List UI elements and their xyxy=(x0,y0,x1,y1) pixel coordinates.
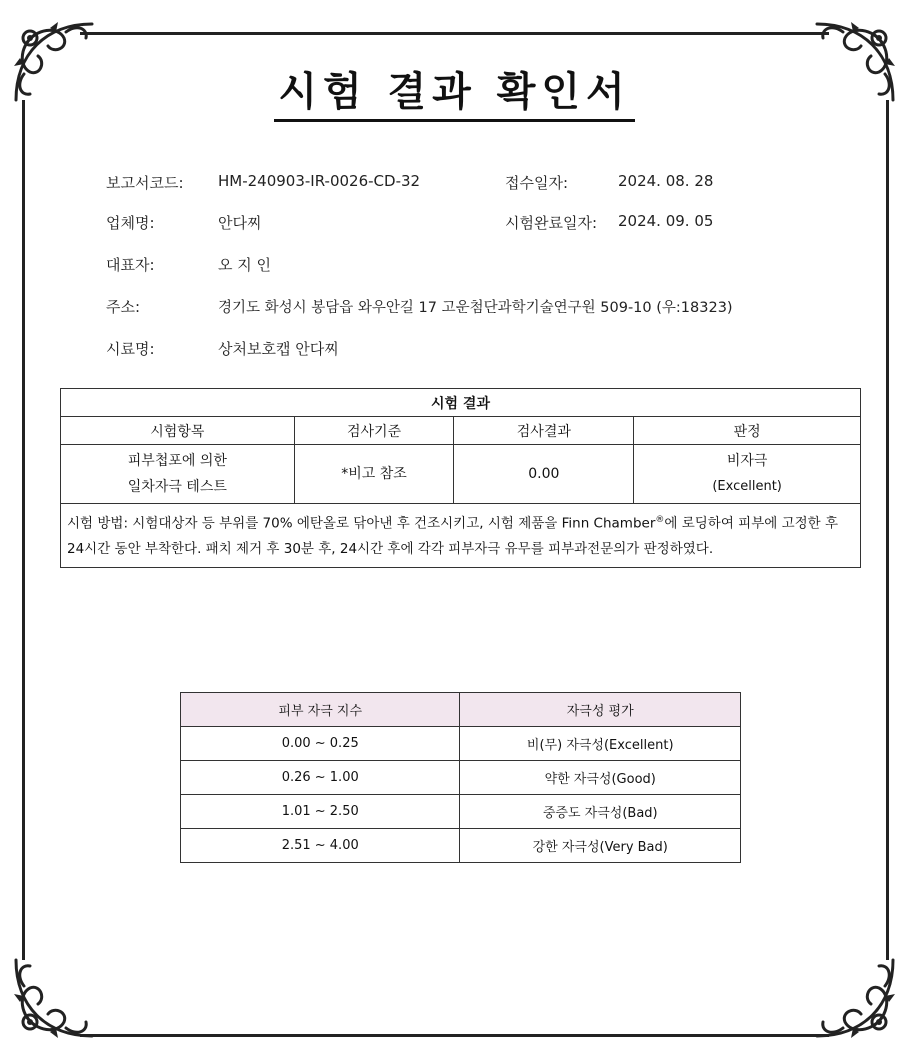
report-code-label: 보고서코드: xyxy=(106,174,184,192)
column-header: 검사결과 xyxy=(454,417,634,445)
column-header: 검사기준 xyxy=(294,417,454,445)
table-row xyxy=(181,693,741,727)
table-row xyxy=(61,389,861,417)
test-results-table xyxy=(60,388,861,568)
verdict-text: 비자극 xyxy=(726,453,768,469)
company-label: 업체명: xyxy=(106,214,155,232)
table-row xyxy=(181,829,741,863)
address-label: 주소: xyxy=(106,298,141,316)
scale-evaluation: 약한 자극성(Good) xyxy=(460,761,741,795)
verdict-cell xyxy=(634,445,861,504)
report-code-value: HM-240903-IR-0026-CD-32 xyxy=(218,172,421,190)
table-row xyxy=(181,727,741,761)
address-value: 경기도 화성시 봉담읍 와우안길 17 고운첨단과학기술연구원 509-10 (우:18323) xyxy=(218,300,733,316)
completed-date-label: 시험완료일자: xyxy=(505,214,597,232)
column-header: 판정 xyxy=(634,417,861,445)
table-row xyxy=(181,795,741,829)
table-row xyxy=(61,417,861,445)
result-value-cell: 0.00 xyxy=(454,445,634,504)
column-header: 피부 자극 지수 xyxy=(181,693,460,727)
frame-bottom-line xyxy=(80,1034,829,1037)
scale-range: 2.51 ~ 4.00 xyxy=(181,829,460,863)
ornament-corner-icon xyxy=(807,950,903,1046)
column-header: 시험항목 xyxy=(61,417,295,445)
test-method-text: 시험 방법: 시험대상자 등 부위를 70% 에탄올로 닦아낸 후 건조시키고, 시험 제품을 Finn Chamber xyxy=(67,515,656,532)
table-row xyxy=(61,445,861,504)
verdict-english: (Excellent) xyxy=(712,479,782,494)
scale-evaluation: 중증도 자극성(Bad) xyxy=(460,795,741,829)
sample-value: 상처보호캡 안다찌 xyxy=(218,340,339,358)
scale-evaluation: 강한 자극성(Very Bad) xyxy=(460,829,741,863)
test-item-line: 일차자극 테스트 xyxy=(127,479,227,495)
scale-evaluation: 비(무) 자극성(Excellent) xyxy=(460,727,741,761)
received-date-value: 2024. 08. 28 xyxy=(618,172,714,190)
document-title xyxy=(0,60,909,117)
ornament-corner-icon xyxy=(6,950,102,1046)
representative-value: 오 지 인 xyxy=(218,256,272,274)
test-item-cell xyxy=(61,445,295,504)
frame-right-line xyxy=(886,100,889,960)
sample-label: 시료명: xyxy=(106,340,155,358)
document-title-text: 시험 결과 확인서 xyxy=(274,69,634,122)
results-caption: 시험 결과 xyxy=(61,389,861,417)
test-item-line: 피부첩포에 의한 xyxy=(127,453,227,469)
column-header: 자극성 평가 xyxy=(460,693,741,727)
scale-range: 1.01 ~ 2.50 xyxy=(181,795,460,829)
irritation-scale-table xyxy=(180,692,741,863)
test-method-text-cont: 에 로딩하여 피부에 고정한 후 24시간 동안 부착한다. 패치 제거 후 30분 후, 24시간 후에 각각 피부자극 유무를 피부과전문의가 판정하였다. xyxy=(67,515,839,557)
company-value: 안다찌 xyxy=(218,214,262,232)
received-date-label: 접수일자: xyxy=(505,174,569,192)
completed-date-value: 2024. 09. 05 xyxy=(618,212,714,230)
table-row xyxy=(181,761,741,795)
scale-range: 0.00 ~ 0.25 xyxy=(181,727,460,761)
frame-top-line xyxy=(80,32,829,35)
scale-range: 0.26 ~ 1.00 xyxy=(181,761,460,795)
representative-label: 대표자: xyxy=(106,256,155,274)
criteria-cell: *비고 참조 xyxy=(294,445,454,504)
test-method-cell xyxy=(61,504,861,568)
registered-mark: ® xyxy=(655,515,665,525)
table-row xyxy=(61,504,861,568)
frame-left-line xyxy=(22,100,25,960)
